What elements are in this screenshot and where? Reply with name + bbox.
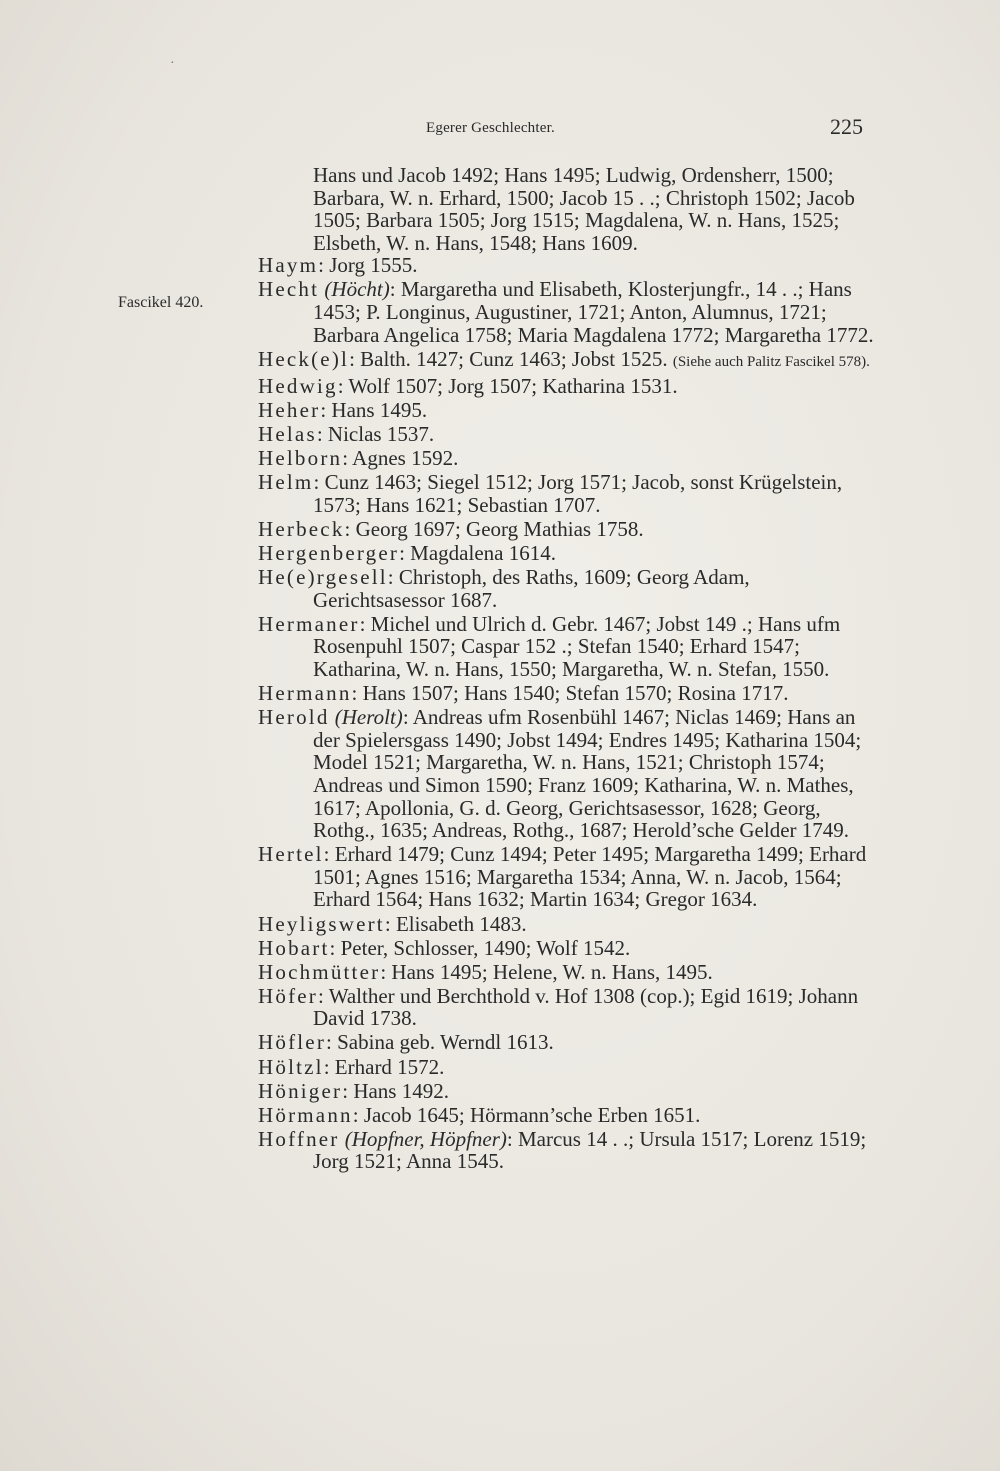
register-entry: Herold (Herolt): Andreas ufm Rosenbühl 1467; Niclas 1469; Hans an der Spielersgass 1490; Jobst 1494; Endres 1495; Katharina 1504; Model 1521; Margaretha, W. n. Hans, 1521; Christoph 1574; Andreas und Simon 1590; Franz 1609; Katharina, W. n. Mathes, 1617; Apollonia, G. d. Georg, Gerichtsasessor, 1628; Georg, Rothg., 1635; Andreas, Rothg., 1687; Herold’sche Gelder 1749.: [258, 705, 862, 843]
register-entry: Hoffner (Hopfner, Höpfner): Marcus 14 . .; Ursula 1517; Lorenz 1519; Jorg 1521; Anna 1545.: [258, 1126, 867, 1174]
entry-surname: Heck(e)l: [258, 346, 350, 371]
entry-text: Hans 1492.: [353, 1078, 449, 1103]
entry-surname: Hermaner: [258, 611, 360, 636]
register-entry: Hedwig: Wolf 1507; Jorg 1507; Katharina 1531.: [258, 373, 678, 398]
entry-text: Cunz 1463; Siegel 1512; Jorg 1571; Jacob, sonst Krügelstein, 1573; Hans 1621; Sebastian 1707.: [313, 470, 843, 517]
entry-surname: Heyligswert: [258, 911, 385, 936]
entry-text: Hans 1495.: [331, 397, 428, 422]
entry-surname: Höniger: [258, 1078, 343, 1103]
entry-text: Wolf 1507; Jorg 1507; Katharina 1531.: [348, 373, 678, 398]
entry-text: Margaretha und Elisabeth, Klosterjungfr., 14 . .; Hans 1453; P. Longinus, Augustiner, 1721; Anton, Alumnus, 1721; Barbara Angelica 1758; Maria Magdalena 1772; Margaretha 1772.: [313, 277, 874, 347]
entry-text: Balth. 1427; Cunz 1463; Jobst 1525.: [360, 346, 668, 371]
entry-surname: Hertel: [258, 842, 324, 867]
entry-text: Michel und Ulrich d. Gebr. 1467; Jobst 149 .; Hans ufm Rosenpuhl 1507; Caspar 152 .; Stefan 1540; Erhard 1547; Katharina, W. n. Hans, 1550; Margaretha, W. n. Stefan, 1550.: [313, 611, 841, 681]
entry-surname: Heher: [258, 397, 321, 422]
register-entry: Hochmütter: Hans 1495; Helene, W. n. Hans, 1495.: [258, 959, 713, 984]
register-entry: Hecht (Höcht): Margaretha und Elisabeth, Klosterjungfr., 14 . .; Hans 1453; P. Longinus, Augustiner, 1721; Anton, Alumnus, 1721; Barbara Angelica 1758; Maria Magdalena 1772; Margaretha 1772.: [258, 277, 874, 347]
entry-surname: Hörmann: [258, 1102, 353, 1127]
entry-list: [258, 254, 886, 1173]
entry-surname: Hedwig: [258, 373, 338, 398]
register-entry: Heyligswert: Elisabeth 1483.: [258, 911, 527, 936]
entry-variant: (Herolt): [334, 705, 403, 730]
entry-surname: Hecht: [258, 277, 320, 302]
register-entry: Hörmann: Jacob 1645; Hörmann’sche Erben 1651.: [258, 1102, 701, 1127]
running-head: Egerer Geschlechter.: [426, 120, 555, 136]
register-entry: Hermaner: Michel und Ulrich d. Gebr. 1467; Jobst 149 .; Hans ufm Rosenpuhl 1507; Caspar 152 .; Stefan 1540; Erhard 1547; Katharina, W. n. Hans, 1550; Margaretha, W. n. Stefan, 1550.: [258, 611, 841, 681]
entry-text: Elisabeth 1483.: [395, 911, 527, 936]
register-entry: He(e)rgesell: Christoph, des Raths, 1609; Georg Adam, Gerichtsasessor 1687.: [258, 565, 750, 612]
entry-surname: Hoffner: [258, 1126, 340, 1151]
entry-surname: Hobart: [258, 935, 330, 960]
entry-surname: Höfler: [258, 1030, 327, 1055]
entry-text: Jorg 1555.: [329, 253, 418, 278]
entry-surname: He(e)rgesell: [258, 565, 388, 590]
register-entry: Hobart: Peter, Schlosser, 1490; Wolf 1542.: [258, 935, 631, 960]
entry-text: Magdalena 1614.: [410, 541, 556, 565]
entry-surname: Hochmütter: [258, 959, 381, 984]
register-entry: Höfer: Walther und Berchthold v. Hof 1308 (cop.); Egid 1619; Johann David 1738.: [258, 983, 859, 1031]
entry-text: Andreas ufm Rosenbühl 1467; Niclas 1469; Hans an der Spielersgass 1490; Jobst 1494; Endres 1495; Katharina 1504; Model 1521; Margaretha, W. n. Hans, 1521; Christoph 1574; Andreas und Simon 1590; Franz 1609; Katharina, W. n. Mathes, 1617; Apollonia, G. d. Georg, Gerichtsasessor, 1628; Georg, Rothg., 1635; Andreas, Rothg., 1687; Herold’sche Gelder 1749.: [313, 705, 862, 843]
margin-note: Fascikel 420.: [118, 294, 204, 311]
entry-surname: Helm: [258, 470, 314, 495]
register-entry: Helas: Niclas 1537.: [258, 422, 435, 447]
entry-variant: (Hopfner, Höpfner): [344, 1126, 507, 1151]
entry-note: (Siehe auch Palitz Fascikel 578).: [672, 353, 870, 370]
entry-surname: Helborn: [258, 446, 343, 471]
register-entry: Hertel: Erhard 1479; Cunz 1494; Peter 1495; Margaretha 1499; Erhard 1501; Agnes 1516; Margaretha 1534; Anna, W. n. Jacob, 1564; Erhard 1564; Hans 1632; Martin 1634; Gregor 1634.: [258, 842, 867, 912]
entry-text: Erhard 1479; Cunz 1494; Peter 1495; Margaretha 1499; Erhard 1501; Agnes 1516; Margaretha 1534; Anna, W. n. Jacob, 1564; Erhard 1564; Hans 1632; Martin 1634; Gregor 1634.: [313, 842, 867, 912]
register-entry: Höniger: Hans 1492.: [258, 1078, 449, 1103]
register-entry: Heher: Hans 1495.: [258, 397, 428, 422]
entry-variant: (Höcht): [324, 277, 390, 302]
entry-text: Christoph, des Raths, 1609; Georg Adam, Gerichtsasessor 1687.: [313, 565, 750, 612]
register-body: [258, 164, 886, 1175]
register-entry: Höltzl: Erhard 1572.: [258, 1054, 445, 1079]
entry-surname: Höltzl: [258, 1054, 324, 1079]
entry-text: Georg 1697; Georg Mathias 1758.: [355, 516, 644, 541]
register-entry: Heck(e)l: Balth. 1427; Cunz 1463; Jobst 1525. (Siehe auch Palitz Fascikel 578).: [258, 346, 870, 371]
register-entry: Höfler: Sabina geb. Werndl 1613.: [258, 1030, 554, 1055]
entry-text: Erhard 1572.: [334, 1054, 445, 1079]
entry-surname: Hergenberger: [258, 541, 400, 565]
entry-surname: Haym: [258, 253, 319, 278]
entry-text: Niclas 1537.: [327, 422, 435, 447]
entry-text: Jacob 1645; Hörmann’sche Erben 1651.: [363, 1102, 701, 1127]
page-number: 225: [830, 114, 863, 139]
register-entry: Helborn: Agnes 1592.: [258, 446, 459, 471]
entry-text: Hans 1495; Helene, W. n. Hans, 1495.: [391, 959, 713, 984]
entry-surname: Herold: [258, 705, 330, 730]
entry-surname: Höfer: [258, 983, 318, 1008]
register-entry: Helm: Cunz 1463; Siegel 1512; Jorg 1571; Jacob, sonst Krügelstein, 1573; Hans 1621; Sebastian 1707.: [258, 470, 843, 517]
entry-surname: Herbeck: [258, 516, 345, 541]
entry-surname: Hermann: [258, 681, 352, 706]
register-entry: Hermann: Hans 1507; Hans 1540; Stefan 1570; Rosina 1717.: [258, 681, 789, 706]
entry-text: Walther und Berchthold v. Hof 1308 (cop.); Egid 1619; Johann David 1738.: [313, 983, 859, 1031]
entry-text: Agnes 1592.: [352, 446, 459, 471]
register-entry: Haym: Jorg 1555.: [258, 253, 418, 278]
entry-surname: Helas: [258, 422, 317, 447]
register-entry: Herbeck: Georg 1697; Georg Mathias 1758.: [258, 516, 644, 541]
entry-text: Hans 1507; Hans 1540; Stefan 1570; Rosina 1717.: [362, 681, 789, 706]
continuation-paragraph: Hans und Jacob 1492; Hans 1495; Ludwig, Ordensherr, 1500; Barbara, W. n. Erhard, 1500; Jacob 15 . .; Christoph 1502; Jacob 1505; Barbara 1505; Jorg 1515; Magdalena, W. n. Hans, 1525; Elsbeth, W. n. Hans, 1548; Hans 1609.: [313, 163, 855, 255]
entry-text: Marcus 14 . .; Ursula 1517; Lorenz 1519; Jorg 1521; Anna 1545.: [313, 1126, 867, 1174]
entry-text: Peter, Schlosser, 1490; Wolf 1542.: [340, 935, 631, 960]
page-speck: ·: [170, 56, 175, 71]
register-entry: Hergenberger: Magdalena 1614.: [258, 541, 556, 565]
entry-text: Sabina geb. Werndl 1613.: [337, 1030, 554, 1055]
